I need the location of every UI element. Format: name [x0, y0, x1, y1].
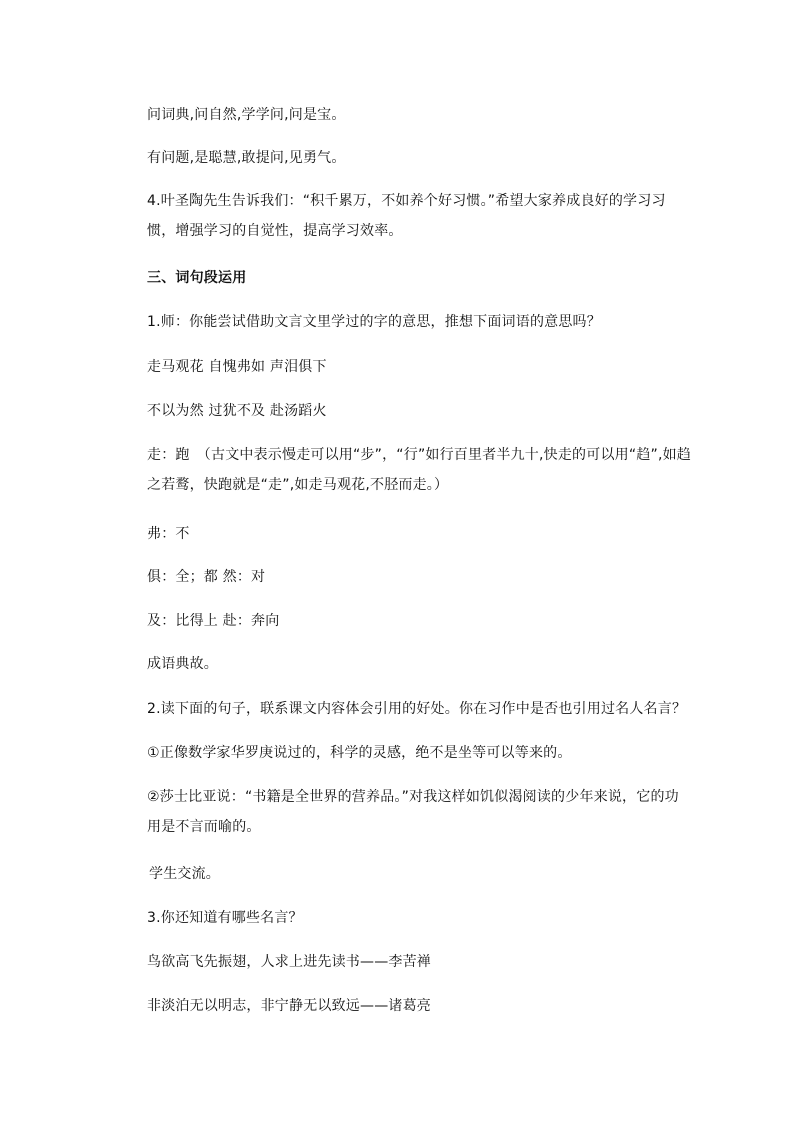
question-1: 1.师：你能尝试借助文言文里学过的字的意思，推想下面词语的意思吗？	[147, 314, 601, 330]
section-heading: 三、词句段运用	[147, 270, 247, 286]
quote-shakespeare: ②莎士比亚说：“书籍是全世界的营养品。”对我这样如饥似渴阅读的少年来说，它的功用是不言而喻的。	[147, 789, 679, 835]
definition-fu: 弗：不	[147, 526, 190, 542]
quote-zhuge-liang: 非淡泊无以明志，非宁静无以致远——诸葛亮	[147, 998, 431, 1014]
question-2: 2.读下面的句子，联系课文内容体会引用的好处。你在习作中是否也引用过名人名言？	[147, 701, 687, 717]
idiom-stories: 成语典故。	[147, 656, 218, 672]
text-line-2: 有问题,是聪慧,敢提问,见勇气。	[147, 150, 346, 166]
text-line-1: 问词典,问自然,学学问,问是宝。	[147, 107, 346, 123]
quote-li-kuchan: 鸟欲高飞先振翅，人求上进先读书——李苦禅	[147, 954, 431, 970]
idiom-row-2: 不以为然 过犹不及 赴汤蹈火	[147, 403, 327, 419]
definition-ji-fu: 及：比得上 赴：奔向	[147, 613, 280, 629]
paragraph-habit-quote: 4.叶圣陶先生告诉我们：“积千累万，不如养个好习惯。”希望大家养成良好的学习习惯，增强学习的自觉性，提高学习效率。	[147, 193, 666, 239]
paragraph-explanation-walk: 走：跑 （古文中表示慢走可以用“步”，“行”如行百里者半九十,快走的可以用“趋”,如趋之若鹜，快跑就是“走”,如走马观花,不胫而走。）	[147, 447, 692, 493]
idiom-row-1: 走马观花 自愧弗如 声泪俱下	[147, 359, 327, 375]
question-3: 3.你还知道有哪些名言？	[147, 910, 303, 926]
student-exchange: 学生交流。	[149, 866, 220, 882]
definition-ju-ran: 俱：全；都 然：对	[147, 569, 266, 585]
quote-hua-luogeng: ①正像数学家华罗庚说过的，科学的灵感，绝不是坐等可以等来的。	[147, 745, 572, 761]
